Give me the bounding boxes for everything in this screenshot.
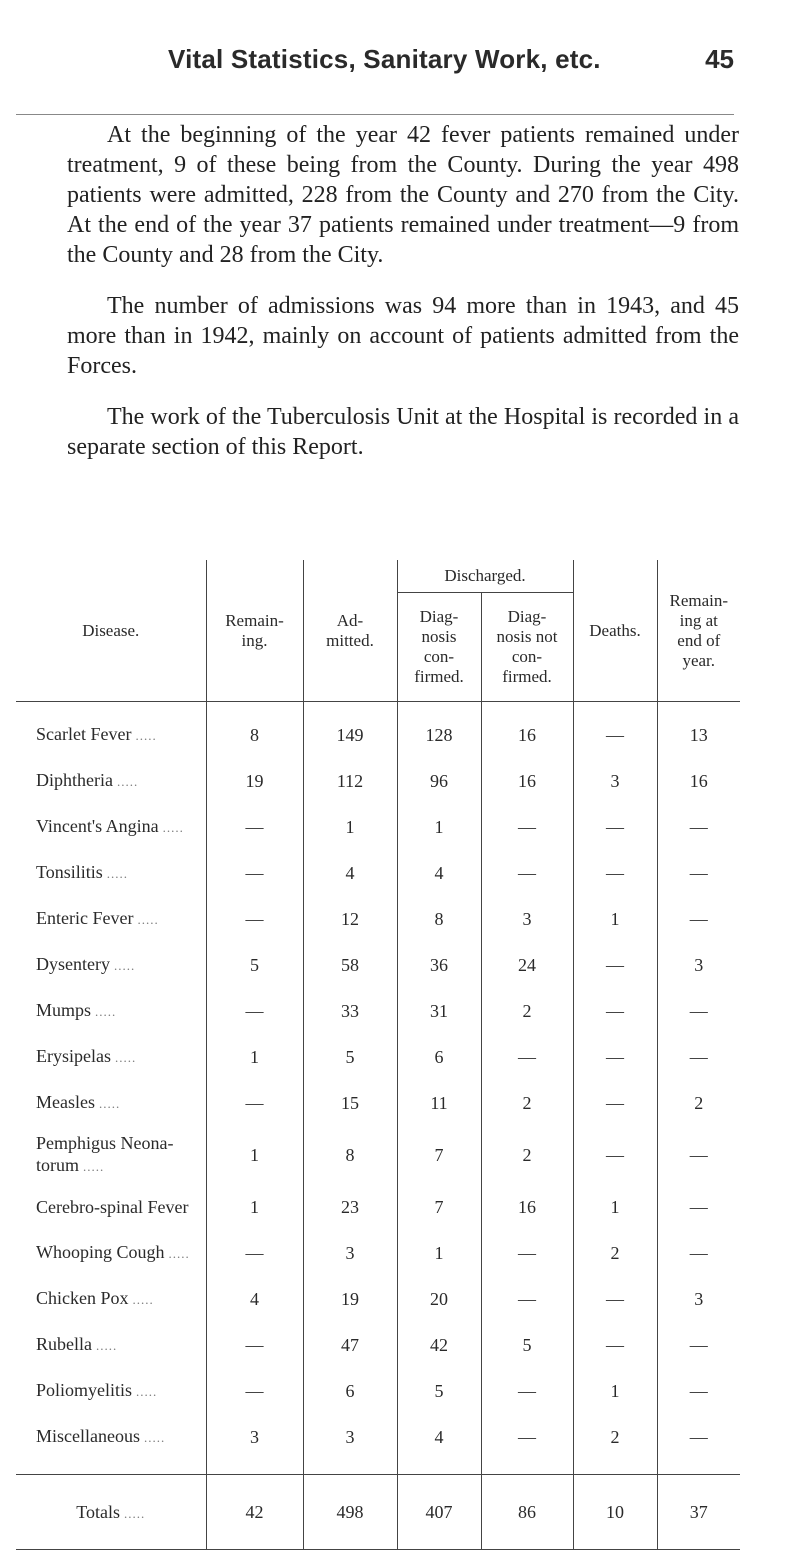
dot-leader: ..... [83,1159,105,1174]
cell-confirmed: 8 [397,896,481,942]
cell-remaining-end: — [657,1414,740,1475]
cell-remaining-end: — [657,1230,740,1276]
cell-not-confirmed: 2 [481,988,573,1034]
cell-not-confirmed: 16 [481,758,573,804]
cell-remaining-end: — [657,804,740,850]
cell-deaths: 2 [573,1414,657,1475]
cell-admitted: 5 [303,1034,397,1080]
disease-name: Mumps ..... [36,1000,117,1020]
cell-admitted: 149 [303,702,397,759]
cell-remaining: — [206,1368,303,1414]
totals-label: Totals ..... [16,1475,206,1550]
cell-admitted: 47 [303,1322,397,1368]
cell-admitted: 1 [303,804,397,850]
cell-confirmed: 42 [397,1322,481,1368]
cell-confirmed: 1 [397,804,481,850]
cell-deaths: — [573,702,657,759]
cell-remaining: — [206,896,303,942]
table-row [16,850,740,896]
cell-remaining-end: — [657,1184,740,1230]
dot-leader: ..... [132,1292,154,1307]
cell-not-confirmed: — [481,1276,573,1322]
header-confirmed: Diag- nosis con- firmed. [397,593,481,702]
dot-leader: ..... [113,958,136,973]
cell-admitted: 3 [303,1230,397,1276]
cell-confirmed: 96 [397,758,481,804]
cell-not-confirmed: 16 [481,702,573,759]
paragraph: The number of admissions was 94 more than in 1943, and 45 more than in 1942, mainly on account of patients admitted from the Forces. [67,293,739,379]
header-remaining-end: Remain- ing at end of year. [657,560,740,702]
page-header [0,44,800,84]
cell-not-confirmed: 24 [481,942,573,988]
disease-name: Diphtheria ..... [36,770,139,790]
cell-remaining: 1 [206,1034,303,1080]
disease-name: Miscellaneous ..... [36,1426,166,1446]
cell-remaining-end: — [657,1322,740,1368]
table-row [16,1368,740,1414]
cell-admitted: 6 [303,1368,397,1414]
cell-confirmed: 20 [397,1276,481,1322]
cell-deaths: — [573,804,657,850]
cell-remaining-end: — [657,850,740,896]
cell-remaining: 3 [206,1414,303,1475]
cell-remaining: — [206,1322,303,1368]
cell-confirmed: 5 [397,1368,481,1414]
cell-not-confirmed: — [481,1034,573,1080]
page-number: 45 [705,44,734,74]
cell-deaths: — [573,1080,657,1126]
cell-remaining: — [206,988,303,1034]
disease-name: Dysentery ..... [36,954,136,974]
cell-not-confirmed: — [481,1368,573,1414]
table-row [16,1230,740,1276]
cell-remaining: — [206,850,303,896]
cell-confirmed: 7 [397,1184,481,1230]
header-admitted: Ad- mitted. [303,560,397,702]
cell-not-confirmed: — [481,804,573,850]
paragraph: The work of the Tuberculosis Unit at the Hospital is recorded in a separate section of this Report. [67,404,739,460]
cell-remaining: 8 [206,702,303,759]
cell-deaths: — [573,942,657,988]
disease-name: Erysipelas ..... [36,1046,137,1066]
cell-confirmed: 4 [397,1414,481,1475]
dot-leader: ..... [137,912,159,927]
dot-leader: ..... [168,1246,190,1261]
dot-leader: ..... [135,728,157,743]
paragraph: At the beginning of the year 42 fever patients remained under treatment, 9 of these being from the County. During the year 498 patients were admitted, 228 from the County and 270 from the City. At the end of the year 37 patients remained under treatment—9 from the County and 28 from the City. [67,122,739,268]
cell-remaining-end: — [657,1034,740,1080]
cell-remaining: 19 [206,758,303,804]
cell-remaining-end: — [657,1126,740,1184]
running-title: Vital Statistics, Sanitary Work, etc. [168,44,601,74]
header-not-confirmed: Diag- nosis not con- firmed. [481,593,573,702]
disease-name: Scarlet Fever ..... [36,724,157,744]
total-confirmed: 407 [397,1475,481,1550]
cell-remaining: — [206,1230,303,1276]
cell-remaining-end: 2 [657,1080,740,1126]
total-remaining: 42 [206,1475,303,1550]
cell-deaths: — [573,850,657,896]
cell-deaths: — [573,988,657,1034]
header-rule [16,114,734,115]
cell-admitted: 4 [303,850,397,896]
disease-name: Whooping Cough ..... [36,1242,190,1262]
disease-name: Tonsilitis ..... [36,862,129,882]
total-admitted: 498 [303,1475,397,1550]
fever-statistics-table [16,560,740,1550]
cell-admitted: 12 [303,896,397,942]
cell-remaining: — [206,1080,303,1126]
dot-leader: ..... [106,866,129,881]
cell-deaths: 2 [573,1230,657,1276]
body-text [67,120,739,483]
cell-confirmed: 7 [397,1126,481,1184]
cell-not-confirmed: 3 [481,896,573,942]
dot-leader: ..... [143,1430,166,1445]
dot-leader: ..... [116,774,139,789]
cell-deaths: 1 [573,1368,657,1414]
cell-admitted: 3 [303,1414,397,1475]
table-row [16,1184,740,1230]
cell-admitted: 8 [303,1126,397,1184]
table-row [16,988,740,1034]
cell-confirmed: 6 [397,1034,481,1080]
cell-not-confirmed: 2 [481,1126,573,1184]
cell-remaining-end: 16 [657,758,740,804]
cell-remaining: — [206,804,303,850]
cell-confirmed: 128 [397,702,481,759]
cell-admitted: 112 [303,758,397,804]
cell-deaths: — [573,1276,657,1322]
table-row [16,1414,740,1475]
dot-leader: ..... [136,1384,158,1399]
dot-leader: ..... [95,1004,117,1019]
table-row [16,1322,740,1368]
cell-remaining-end: — [657,988,740,1034]
dot-leader: ..... [98,1096,121,1111]
table-row [16,896,740,942]
totals-row [16,1475,740,1550]
disease-name: Cerebro-spinal Fever [36,1197,189,1217]
disease-name: Poliomyelitis ..... [36,1380,158,1400]
cell-remaining: 1 [206,1126,303,1184]
total-not-confirmed: 86 [481,1475,573,1550]
cell-remaining: 5 [206,942,303,988]
cell-not-confirmed: 2 [481,1080,573,1126]
cell-remaining-end: 13 [657,702,740,759]
cell-confirmed: 36 [397,942,481,988]
total-deaths: 10 [573,1475,657,1550]
disease-name: Vincent's Angina ..... [36,816,184,836]
cell-not-confirmed: 5 [481,1322,573,1368]
cell-deaths: — [573,1126,657,1184]
header-discharged: Discharged. [397,560,573,593]
cell-admitted: 33 [303,988,397,1034]
table-row [16,804,740,850]
disease-name: Measles ..... [36,1092,121,1112]
cell-confirmed: 31 [397,988,481,1034]
disease-name: Enteric Fever ..... [36,908,159,928]
cell-remaining-end: 3 [657,1276,740,1322]
cell-remaining-end: — [657,896,740,942]
cell-confirmed: 4 [397,850,481,896]
disease-name: Chicken Pox ..... [36,1288,154,1308]
cell-deaths: 1 [573,896,657,942]
header-disease: Disease. [16,560,206,702]
cell-not-confirmed: — [481,1414,573,1475]
table-row [16,702,740,759]
disease-name: Rubella ..... [36,1334,118,1354]
cell-confirmed: 11 [397,1080,481,1126]
cell-not-confirmed: — [481,1230,573,1276]
cell-remaining-end: — [657,1368,740,1414]
cell-admitted: 19 [303,1276,397,1322]
table-row [16,758,740,804]
header-remaining: Remain- ing. [206,560,303,702]
dot-leader: ..... [96,1338,118,1353]
table-row [16,942,740,988]
dot-leader: ..... [162,820,184,835]
total-remaining-end: 37 [657,1475,740,1550]
disease-name: Pemphigus Neona- torum ..... [36,1133,174,1175]
cell-deaths: — [573,1322,657,1368]
cell-admitted: 58 [303,942,397,988]
header-deaths: Deaths. [573,560,657,702]
cell-remaining: 4 [206,1276,303,1322]
table-row [16,1276,740,1322]
table-row [16,1126,740,1184]
table-row [16,1080,740,1126]
cell-remaining-end: 3 [657,942,740,988]
cell-not-confirmed: 16 [481,1184,573,1230]
cell-deaths: — [573,1034,657,1080]
dot-leader: ..... [114,1050,137,1065]
cell-remaining: 1 [206,1184,303,1230]
cell-confirmed: 1 [397,1230,481,1276]
cell-deaths: 3 [573,758,657,804]
cell-admitted: 15 [303,1080,397,1126]
cell-not-confirmed: — [481,850,573,896]
cell-admitted: 23 [303,1184,397,1230]
cell-deaths: 1 [573,1184,657,1230]
table-row [16,1034,740,1080]
